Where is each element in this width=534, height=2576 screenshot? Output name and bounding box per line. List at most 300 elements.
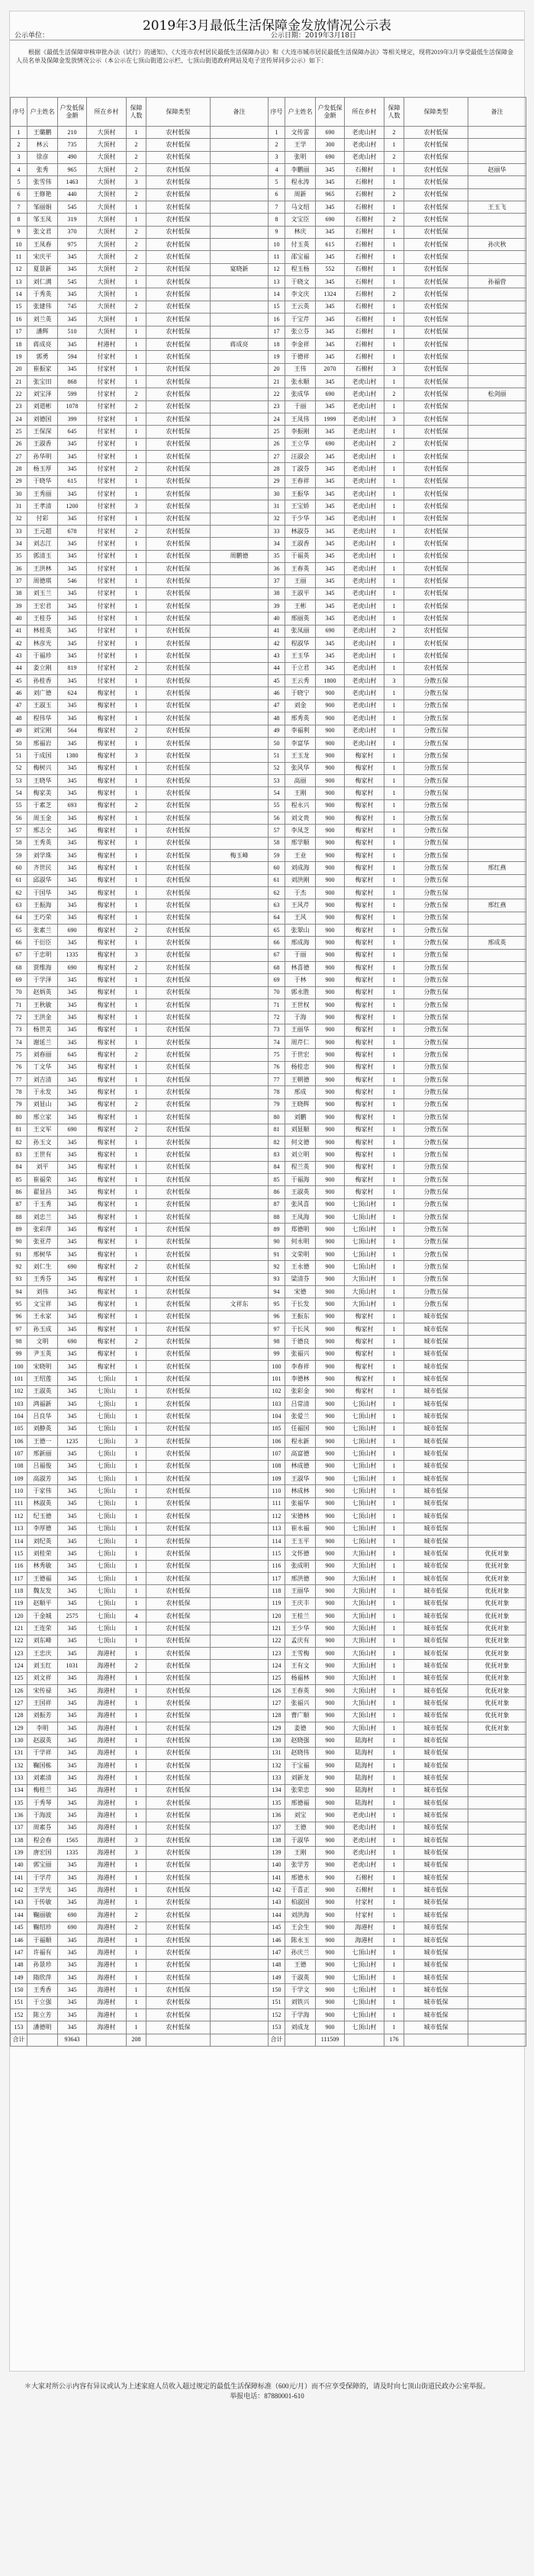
remark-cell: 周鹏德 bbox=[211, 550, 269, 562]
row-number-cell: 94 bbox=[269, 1285, 285, 1298]
benefit-amount-cell: 345 bbox=[58, 762, 87, 774]
row-number-cell: 57 bbox=[11, 825, 27, 837]
remark-cell bbox=[211, 587, 269, 600]
benefit-amount-cell: 900 bbox=[316, 1497, 345, 1510]
benefit-amount-cell: 345 bbox=[58, 1473, 87, 1485]
table-row bbox=[11, 463, 526, 475]
remark-cell bbox=[211, 1473, 269, 1485]
benefit-type-cell: 城市低保 bbox=[404, 1809, 468, 1822]
table-row bbox=[11, 500, 526, 513]
benefit-type-cell: 农村低保 bbox=[146, 575, 211, 587]
table-row bbox=[11, 1423, 526, 1435]
benefit-amount-cell: 900 bbox=[316, 899, 345, 912]
row-number-cell: 126 bbox=[269, 1684, 285, 1696]
benefit-amount-cell: 900 bbox=[316, 1548, 345, 1560]
village-cell: 大顶山村 bbox=[345, 1548, 384, 1560]
benefit-type-cell: 农村低保 bbox=[146, 712, 211, 725]
persons-count-cell: 1 bbox=[384, 1622, 404, 1635]
remark-cell bbox=[211, 1161, 269, 1173]
household-head-cell: 王丽 bbox=[285, 575, 316, 587]
benefit-type-cell: 农村低保 bbox=[146, 1497, 211, 1510]
benefit-type-cell: 城市低保 bbox=[404, 1859, 468, 1871]
row-number-cell: 54 bbox=[11, 787, 27, 799]
benefit-amount-cell: 900 bbox=[316, 1285, 345, 1298]
village-cell: 七顶山村 bbox=[345, 1224, 384, 1236]
row-number-cell: 106 bbox=[11, 1436, 27, 1448]
table-row bbox=[11, 1622, 526, 1635]
persons-count-cell: 2 bbox=[384, 214, 404, 226]
remark-cell bbox=[468, 1361, 526, 1373]
benefit-amount-cell: 345 bbox=[58, 1423, 87, 1435]
benefit-type-cell: 城市低保 bbox=[404, 1473, 468, 1485]
benefit-amount-cell: 345 bbox=[316, 613, 345, 625]
row-number-cell: 50 bbox=[269, 737, 285, 749]
village-cell: 付家村 bbox=[87, 463, 127, 475]
household-head-cell: 王修艳 bbox=[27, 188, 58, 201]
household-head-cell: 郭宝丽 bbox=[27, 1859, 58, 1871]
remark-cell bbox=[468, 1186, 526, 1198]
persons-count-cell: 1 bbox=[127, 1298, 146, 1311]
persons-count-cell: 2 bbox=[384, 388, 404, 400]
household-head-cell: 姜德 bbox=[285, 1722, 316, 1735]
village-cell: 石棉村 bbox=[345, 363, 384, 375]
benefit-type-cell: 城市低保 bbox=[404, 2008, 468, 2021]
village-cell: 梅家村 bbox=[87, 849, 127, 861]
row-number-cell: 125 bbox=[269, 1672, 285, 1684]
remark-cell bbox=[468, 1136, 526, 1148]
remark-cell bbox=[211, 288, 269, 301]
benefit-type-cell: 农村低保 bbox=[146, 774, 211, 786]
table-row bbox=[11, 513, 526, 525]
household-head-cell: 王风 bbox=[285, 912, 316, 924]
household-head-cell: 王玉龙 bbox=[285, 750, 316, 762]
benefit-type-cell: 分散五保 bbox=[404, 774, 468, 786]
household-head-cell: 程兰英 bbox=[285, 1161, 316, 1173]
persons-count-cell: 1 bbox=[127, 538, 146, 550]
persons-count-cell: 1 bbox=[384, 699, 404, 712]
persons-count-cell: 2 bbox=[384, 288, 404, 301]
village-cell: 付家村 bbox=[87, 426, 127, 438]
remark-cell bbox=[211, 1822, 269, 1834]
village-cell: 梅家村 bbox=[87, 1323, 127, 1336]
household-head-cell: 王洪金 bbox=[27, 1011, 58, 1024]
persons-count-cell: 1 bbox=[127, 1423, 146, 1435]
remark-cell bbox=[468, 176, 526, 188]
household-head-cell: 王雪梅 bbox=[285, 1647, 316, 1659]
row-number-cell: 90 bbox=[269, 1236, 285, 1248]
remark-cell: 优抚对象 bbox=[468, 1572, 526, 1584]
household-head-cell: 程玉杨 bbox=[285, 263, 316, 275]
village-cell: 梅家村 bbox=[87, 1024, 127, 1036]
persons-count-cell: 1 bbox=[384, 650, 404, 662]
benefit-amount-cell: 345 bbox=[58, 463, 87, 475]
benefit-amount-cell: 900 bbox=[316, 1647, 345, 1659]
remark-cell bbox=[211, 725, 269, 737]
benefit-type-cell: 分散五保 bbox=[404, 862, 468, 874]
benefit-amount-cell: 900 bbox=[316, 1410, 345, 1423]
village-cell: 七顶山村 bbox=[345, 1473, 384, 1485]
persons-count-cell: 1 bbox=[384, 513, 404, 525]
row-number-cell: 58 bbox=[269, 837, 285, 849]
benefit-amount-cell: 345 bbox=[316, 575, 345, 587]
persons-count-cell: 2 bbox=[127, 799, 146, 812]
village-cell: 梅家村 bbox=[345, 1111, 384, 1124]
row-number-cell: 146 bbox=[11, 1934, 27, 1946]
benefit-type-cell: 农村低保 bbox=[146, 812, 211, 824]
table-row bbox=[11, 338, 526, 350]
remark-cell bbox=[211, 1909, 269, 1922]
remark-cell bbox=[468, 886, 526, 899]
village-cell: 梅家村 bbox=[87, 925, 127, 937]
remark-cell bbox=[211, 1323, 269, 1336]
table-row bbox=[11, 1523, 526, 1535]
remark-cell bbox=[211, 1959, 269, 1971]
row-number-cell: 11 bbox=[269, 251, 285, 263]
village-cell: 梅家村 bbox=[87, 899, 127, 912]
benefit-type-cell: 农村低保 bbox=[404, 563, 468, 575]
village-cell: 梅家村 bbox=[345, 825, 384, 837]
benefit-type-cell: 农村低保 bbox=[146, 438, 211, 450]
benefit-type-cell: 农村低保 bbox=[146, 1772, 211, 1784]
remark-cell bbox=[211, 1373, 269, 1385]
benefit-amount-cell: 900 bbox=[316, 874, 345, 886]
benefit-amount-cell: 900 bbox=[316, 1909, 345, 1922]
benefit-amount-cell: 900 bbox=[316, 1947, 345, 1959]
household-head-cell: 蒋成亮 bbox=[27, 338, 58, 350]
row-number-cell: 66 bbox=[269, 937, 285, 949]
benefit-amount-cell: 1235 bbox=[58, 1436, 87, 1448]
row-number-cell: 103 bbox=[269, 1398, 285, 1410]
empty-cell bbox=[211, 2034, 269, 2046]
table-row bbox=[11, 1248, 526, 1260]
village-cell: 梅家村 bbox=[87, 1161, 127, 1173]
persons-count-cell: 1 bbox=[127, 912, 146, 924]
persons-count-cell: 1 bbox=[127, 1186, 146, 1198]
remark-cell bbox=[211, 1971, 269, 1983]
row-number-cell: 147 bbox=[11, 1947, 27, 1959]
village-cell: 梅家村 bbox=[345, 1136, 384, 1148]
table-row bbox=[11, 1074, 526, 1086]
household-head-cell: 于秀英 bbox=[27, 288, 58, 301]
table-row bbox=[11, 413, 526, 425]
col-header: 保障人数 bbox=[127, 98, 146, 127]
row-number-cell: 6 bbox=[11, 188, 27, 201]
table-row bbox=[11, 999, 526, 1011]
benefit-type-cell: 农村低保 bbox=[146, 151, 211, 163]
benefit-type-cell: 分散五保 bbox=[404, 1124, 468, 1136]
household-head-cell: 于玉秀 bbox=[27, 1198, 58, 1211]
benefit-type-cell: 农村低保 bbox=[146, 1485, 211, 1497]
benefit-type-cell: 城市低保 bbox=[404, 1485, 468, 1497]
remark-cell bbox=[468, 1859, 526, 1871]
household-head-cell: 刘伟 bbox=[27, 1285, 58, 1298]
persons-count-cell: 1 bbox=[127, 638, 146, 650]
row-number-cell: 14 bbox=[269, 288, 285, 301]
remark-cell bbox=[211, 1835, 269, 1847]
table-row bbox=[11, 1436, 526, 1448]
benefit-amount-cell: 900 bbox=[316, 1485, 345, 1497]
benefit-type-cell: 农村低保 bbox=[146, 1922, 211, 1934]
benefit-type-cell: 农村低保 bbox=[146, 874, 211, 886]
benefit-type-cell: 城市低保 bbox=[404, 1822, 468, 1834]
row-number-cell: 83 bbox=[11, 1149, 27, 1161]
household-head-cell: 鞠丽敏 bbox=[27, 1909, 58, 1922]
benefit-amount-cell: 1031 bbox=[58, 1660, 87, 1672]
household-head-cell: 张彩金 bbox=[285, 1385, 316, 1397]
benefit-amount-cell: 900 bbox=[316, 1037, 345, 1049]
table-row bbox=[11, 787, 526, 799]
persons-count-cell: 1 bbox=[384, 1535, 404, 1547]
household-head-cell: 王少华 bbox=[285, 1622, 316, 1635]
benefit-amount-cell: 900 bbox=[316, 1086, 345, 1098]
persons-count-cell: 1 bbox=[127, 475, 146, 487]
village-cell: 大顶山村 bbox=[345, 1597, 384, 1610]
row-number-cell: 88 bbox=[269, 1211, 285, 1223]
benefit-type-cell: 城市低保 bbox=[404, 1922, 468, 1934]
persons-count-cell: 1 bbox=[127, 1585, 146, 1597]
benefit-type-cell: 分散五保 bbox=[404, 712, 468, 725]
row-number-cell: 136 bbox=[11, 1809, 27, 1822]
persons-count-cell: 1 bbox=[384, 762, 404, 774]
household-head-cell: 王国祥 bbox=[27, 1697, 58, 1709]
household-head-cell: 王文军 bbox=[27, 1124, 58, 1136]
benefit-type-cell: 农村低保 bbox=[404, 438, 468, 450]
row-number-cell: 71 bbox=[11, 999, 27, 1011]
remark-cell: 孙福营 bbox=[468, 276, 526, 288]
persons-count-cell: 1 bbox=[127, 1672, 146, 1684]
row-number-cell: 99 bbox=[11, 1348, 27, 1360]
village-cell: 付家村 bbox=[87, 613, 127, 625]
benefit-type-cell: 农村低保 bbox=[146, 1298, 211, 1311]
remark-cell bbox=[211, 1485, 269, 1497]
household-head-cell: 刘洪海 bbox=[285, 1909, 316, 1922]
benefit-amount-cell: 210 bbox=[58, 127, 87, 139]
col-header: 户主姓名 bbox=[27, 98, 58, 127]
benefit-type-cell: 农村低保 bbox=[146, 2008, 211, 2021]
row-number-cell: 126 bbox=[11, 1684, 27, 1696]
col-header: 户发低保金额 bbox=[58, 98, 87, 127]
benefit-amount-cell: 546 bbox=[58, 575, 87, 587]
benefit-amount-cell: 552 bbox=[316, 263, 345, 275]
benefit-type-cell: 农村低保 bbox=[146, 1784, 211, 1796]
household-head-cell: 刘文贵 bbox=[285, 812, 316, 824]
persons-count-cell: 1 bbox=[127, 1872, 146, 1884]
row-number-cell: 63 bbox=[269, 899, 285, 912]
benefit-amount-cell: 345 bbox=[316, 600, 345, 613]
persons-count-cell: 1 bbox=[127, 1485, 146, 1497]
household-head-cell: 林成林 bbox=[285, 1485, 316, 1497]
row-number-cell: 92 bbox=[11, 1261, 27, 1273]
village-cell: 梅家村 bbox=[345, 886, 384, 899]
persons-count-cell: 1 bbox=[127, 1460, 146, 1472]
persons-count-cell: 1 bbox=[127, 375, 146, 388]
village-cell: 付家村 bbox=[87, 400, 127, 413]
village-cell: 梅家村 bbox=[87, 1111, 127, 1124]
benefit-type-cell: 农村低保 bbox=[146, 176, 211, 188]
household-head-cell: 王巧荣 bbox=[27, 912, 58, 924]
village-cell: 梅家村 bbox=[345, 1173, 384, 1185]
remark-cell bbox=[468, 1896, 526, 1909]
household-head-cell: 于杰 bbox=[285, 886, 316, 899]
persons-count-cell: 2 bbox=[384, 188, 404, 201]
benefit-type-cell: 城市低保 bbox=[404, 1448, 468, 1460]
benefit-type-cell: 城市低保 bbox=[404, 1361, 468, 1373]
persons-count-cell: 1 bbox=[127, 1635, 146, 1647]
persons-count-cell: 3 bbox=[384, 363, 404, 375]
benefit-type-cell: 城市低保 bbox=[404, 1610, 468, 1622]
persons-count-cell: 1 bbox=[384, 1971, 404, 1983]
row-number-cell: 123 bbox=[269, 1647, 285, 1659]
row-number-cell: 49 bbox=[11, 725, 27, 737]
household-head-cell: 王德一 bbox=[27, 1436, 58, 1448]
row-number-cell: 116 bbox=[11, 1560, 27, 1572]
village-cell: 老虎山村 bbox=[345, 699, 384, 712]
persons-count-cell: 1 bbox=[384, 164, 404, 176]
remark-cell bbox=[211, 1597, 269, 1610]
benefit-amount-cell: 345 bbox=[316, 326, 345, 338]
benefit-amount-cell: 345 bbox=[58, 1560, 87, 1572]
village-cell: 梅家村 bbox=[87, 1211, 127, 1223]
row-number-cell: 110 bbox=[269, 1485, 285, 1497]
row-number-cell: 82 bbox=[269, 1136, 285, 1148]
household-head-cell: 于学祥 bbox=[27, 1747, 58, 1759]
remark-cell bbox=[468, 962, 526, 974]
benefit-amount-cell: 900 bbox=[316, 2021, 345, 2034]
household-head-cell: 于国华 bbox=[27, 886, 58, 899]
benefit-type-cell: 农村低保 bbox=[146, 1098, 211, 1111]
benefit-amount-cell: 345 bbox=[58, 1136, 87, 1148]
benefit-type-cell: 农村低保 bbox=[404, 201, 468, 214]
household-head-cell: 谢延兰 bbox=[27, 1037, 58, 1049]
household-head-cell: 王淑英 bbox=[27, 1385, 58, 1397]
remark-cell bbox=[211, 1011, 269, 1024]
row-number-cell: 43 bbox=[269, 650, 285, 662]
benefit-amount-cell: 345 bbox=[58, 1285, 87, 1298]
table-row bbox=[11, 127, 526, 139]
benefit-amount-cell: 345 bbox=[58, 1211, 87, 1223]
village-cell: 七顶山村 bbox=[345, 1947, 384, 1959]
benefit-amount-cell: 900 bbox=[316, 1747, 345, 1759]
persons-count-cell: 1 bbox=[384, 226, 404, 238]
remark-cell bbox=[468, 487, 526, 500]
remark-cell bbox=[468, 837, 526, 849]
benefit-amount-cell: 345 bbox=[58, 1797, 87, 1809]
household-head-cell: 刘铁兴 bbox=[285, 1996, 316, 2008]
household-head-cell: 林云 bbox=[27, 139, 58, 151]
benefit-amount-cell: 900 bbox=[316, 1261, 345, 1273]
row-number-cell: 153 bbox=[11, 2021, 27, 2034]
benefit-amount-cell: 345 bbox=[58, 675, 87, 687]
benefit-type-cell: 分散五保 bbox=[404, 1074, 468, 1086]
persons-count-cell: 1 bbox=[384, 1722, 404, 1735]
row-number-cell: 31 bbox=[11, 500, 27, 513]
household-head-cell: 杨桂忠 bbox=[285, 1061, 316, 1073]
remark-cell bbox=[468, 725, 526, 737]
benefit-type-cell: 农村低保 bbox=[146, 426, 211, 438]
household-head-cell: 于喜正 bbox=[285, 1884, 316, 1896]
benefit-amount-cell: 345 bbox=[58, 1647, 87, 1659]
benefit-type-cell: 城市低保 bbox=[404, 1760, 468, 1772]
persons-count-cell: 1 bbox=[384, 974, 404, 986]
row-number-cell: 21 bbox=[11, 375, 27, 388]
table-row bbox=[11, 139, 526, 151]
remark-cell bbox=[468, 538, 526, 550]
persons-count-cell: 1 bbox=[127, 1647, 146, 1659]
benefit-type-cell: 农村低保 bbox=[146, 1410, 211, 1423]
benefit-amount-cell: 345 bbox=[316, 201, 345, 214]
row-number-cell: 37 bbox=[11, 575, 27, 587]
persons-count-cell: 1 bbox=[384, 1647, 404, 1659]
village-cell: 老虎山村 bbox=[345, 139, 384, 151]
benefit-amount-cell: 900 bbox=[316, 1448, 345, 1460]
table-row bbox=[11, 1348, 526, 1360]
persons-count-cell: 1 bbox=[127, 1198, 146, 1211]
village-cell: 大顶山村 bbox=[345, 1684, 384, 1696]
benefit-amount-cell: 345 bbox=[316, 450, 345, 462]
village-cell: 海港村 bbox=[87, 1809, 127, 1822]
village-cell: 老虎山村 bbox=[345, 127, 384, 139]
benefit-type-cell: 农村低保 bbox=[146, 1510, 211, 1523]
village-cell: 梅家村 bbox=[345, 1323, 384, 1336]
household-head-cell: 王晓华 bbox=[27, 774, 58, 786]
date-label: 公示日期：2019年3月18日 bbox=[270, 32, 356, 40]
household-head-cell: 宋传禄 bbox=[27, 1684, 58, 1696]
remark-cell bbox=[468, 375, 526, 388]
benefit-type-cell: 农村低保 bbox=[146, 1847, 211, 1859]
village-cell: 七顶山 bbox=[87, 1410, 127, 1423]
table-row bbox=[11, 226, 526, 238]
village-cell: 梅家村 bbox=[345, 912, 384, 924]
benefit-type-cell: 城市低保 bbox=[404, 1423, 468, 1435]
remark-cell bbox=[468, 1772, 526, 1784]
row-number-cell: 109 bbox=[11, 1473, 27, 1485]
benefit-amount-cell: 345 bbox=[316, 500, 345, 513]
benefit-type-cell: 城市低保 bbox=[404, 1747, 468, 1759]
persons-count-cell: 2 bbox=[127, 526, 146, 538]
remark-cell bbox=[211, 1922, 269, 1934]
benefit-amount-cell: 900 bbox=[316, 1822, 345, 1834]
row-number-cell: 17 bbox=[269, 326, 285, 338]
household-head-cell: 张风喜 bbox=[285, 1198, 316, 1211]
table-row bbox=[11, 426, 526, 438]
remark-cell bbox=[468, 326, 526, 338]
table-row bbox=[11, 1835, 526, 1847]
persons-count-cell: 3 bbox=[127, 750, 146, 762]
benefit-type-cell: 农村低保 bbox=[146, 1186, 211, 1198]
persons-count-cell: 1 bbox=[384, 1585, 404, 1597]
benefit-amount-cell: 975 bbox=[58, 239, 87, 251]
household-head-cell: 于立君 bbox=[285, 662, 316, 674]
benefit-amount-cell: 900 bbox=[316, 1198, 345, 1211]
benefit-amount-cell: 900 bbox=[316, 825, 345, 837]
persons-count-cell: 1 bbox=[384, 1173, 404, 1185]
benefit-type-cell: 农村低保 bbox=[404, 550, 468, 562]
row-number-cell: 69 bbox=[11, 974, 27, 986]
row-number-cell: 36 bbox=[11, 563, 27, 575]
benefit-amount-cell: 900 bbox=[316, 1884, 345, 1896]
row-number-cell: 116 bbox=[269, 1560, 285, 1572]
household-head-cell: 陈永玉 bbox=[285, 1934, 316, 1946]
benefit-type-cell: 农村低保 bbox=[146, 1436, 211, 1448]
row-number-cell: 86 bbox=[11, 1186, 27, 1198]
row-number-cell: 30 bbox=[11, 487, 27, 500]
table-row bbox=[11, 1984, 526, 1996]
persons-count-cell: 1 bbox=[127, 1535, 146, 1547]
row-number-cell: 15 bbox=[269, 301, 285, 313]
household-head-cell: 孙桂香 bbox=[27, 675, 58, 687]
village-cell: 梅家村 bbox=[345, 874, 384, 886]
benefit-type-cell: 城市低保 bbox=[404, 1934, 468, 1946]
